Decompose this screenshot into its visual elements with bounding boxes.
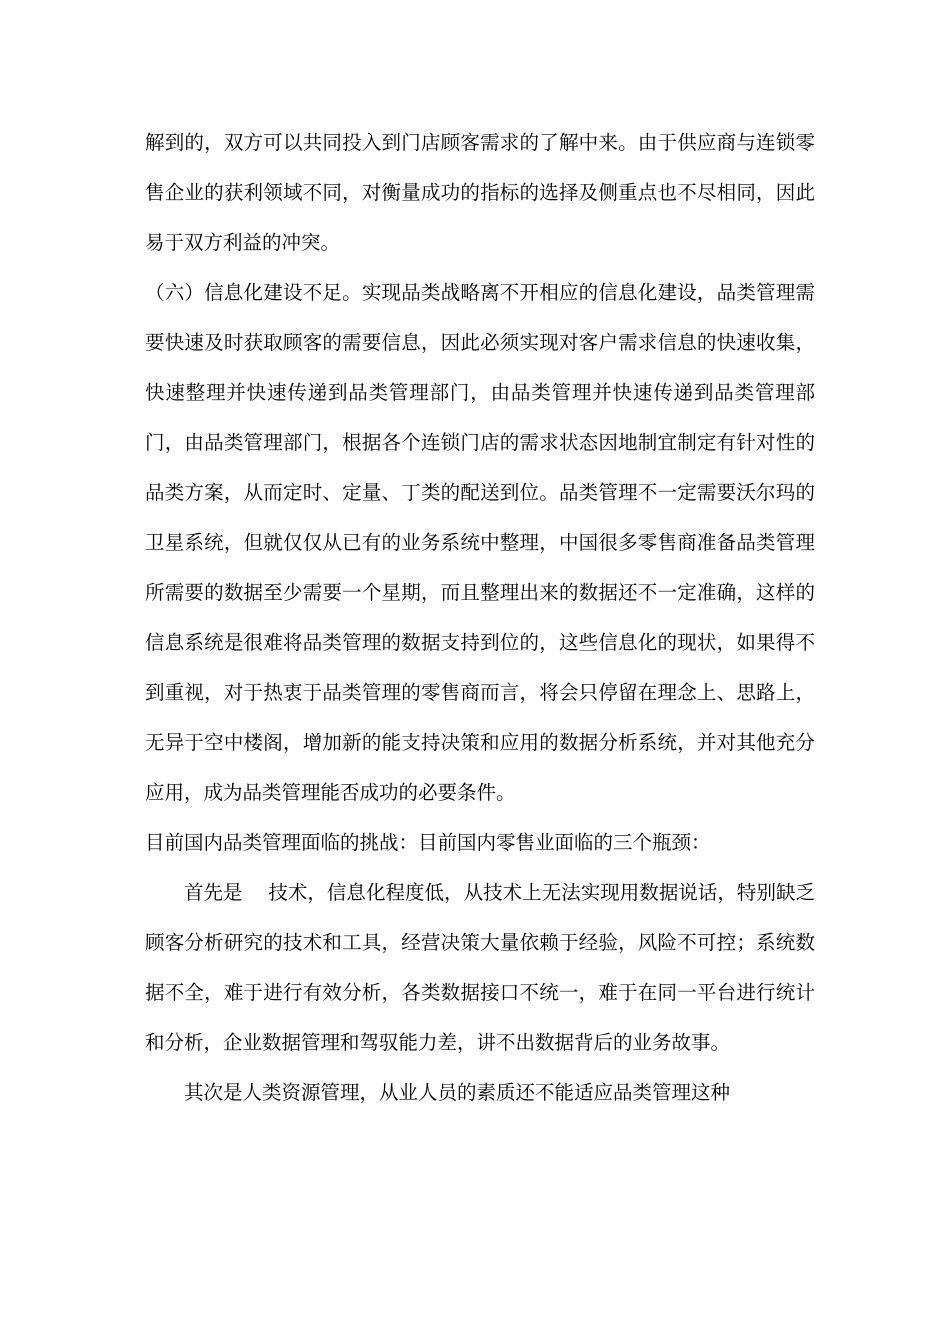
document-body — [145, 118, 815, 1118]
paragraph-informatization: （六）信息化建设不足。实现品类战略离不开相应的信息化建设，品类管理需要快速及时获取顾客的需要信息，因此必须实现对客户需求信息的快速收集，快速整理并快速传递到品类管理部门，由品类管理并快速传递到品类管理部门，由品类管理部门，根据各个连锁门店的需求状态因地制宜制定有针对性的品类方案，从而定时、定量、丁类的配送到位。品类管理不一定需要沃尔玛的卫星系统，但就仅仅从已有的业务系统中整理，中国很多零售商准备品类管理所需要的数据至少需要一个星期，而且整理出来的数据还不一定准确，这样的信息系统是很难将品类管理的数据支持到位的，这些信息化的现状，如果得不到重视，对于热衷于品类管理的零售商而言，将会只停留在理念上、思路上，无异于空中楼阁，增加新的能支持决策和应用的数据分析系统，并对其他充分应用，成为品类管理能否成功的必要条件。 — [145, 281, 815, 804]
paragraph-supplier-conflict: 解到的，双方可以共同投入到门店顾客需求的了解中来。由于供应商与连锁零售企业的获利领域不同，对衡量成功的指标的选择及侧重点也不尽相同，因此易于双方利益的冲突。 — [145, 131, 815, 254]
paragraph-technology: 首先是 技术，信息化程度低，从技术上无法实现用数据说话，特别缺乏顾客分析研究的技术和工具，经营决策大量依赖于经验，风险不可控；系统数据不全，难于进行有效分析，各类数据接口不统一，难于在同一平台进行统计和分析，企业数据管理和驾驭能力差，讲不出数据背后的业务故事。 — [145, 881, 815, 1054]
paragraph-human-resources: 其次是人类资源管理，从业人员的素质还不能适应品类管理这种 — [184, 1081, 731, 1104]
paragraph-challenges-heading: 目前国内品类管理面临的挑战：目前国内零售业面临的三个瓶颈： — [145, 831, 711, 854]
